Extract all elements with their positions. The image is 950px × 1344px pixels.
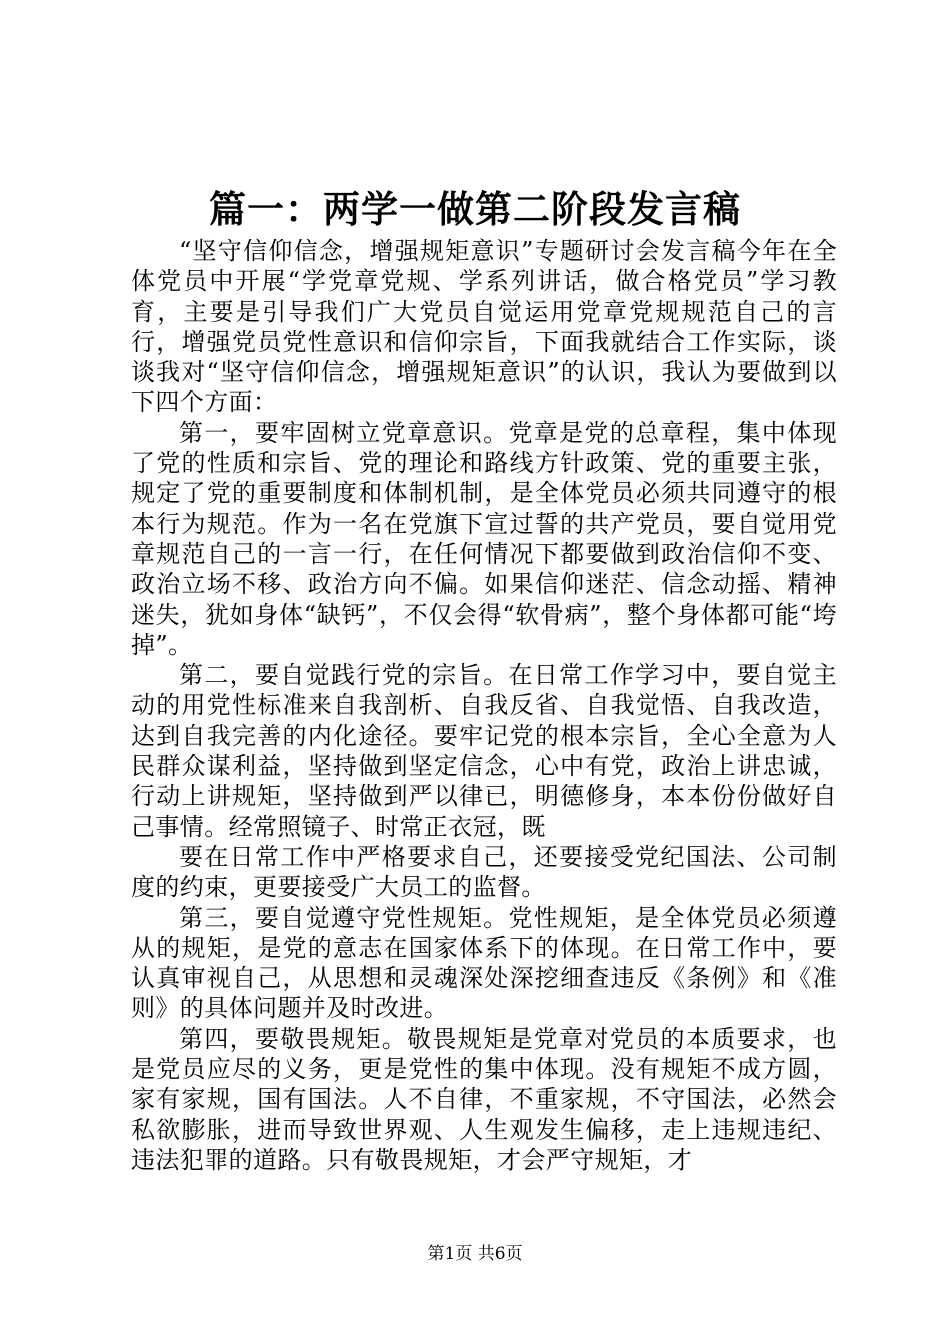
paragraph-fourth-point: 第四，要敬畏规矩。敬畏规矩是党章对党员的本质要求，也是党员应尽的义务，更是党性的集中体现。没有规矩不成方圆，家有家规，国有国法。人不自律，不重家规，不守国法，必然会私欲膨胀，进而导致世界观、人生观发生偏移，走上违规违纪、违法犯罪的道路。只有敬畏规矩，才会严守规矩，才 bbox=[131, 1024, 837, 1174]
paragraph-second-point: 第二，要自觉践行党的宗旨。在日常工作学习中，要自觉主动的用党性标准来自我剖析、自我反省、自我觉悟、自我改造，达到自我完善的内化途径。要牢记党的根本宗旨，全心全意为人民群众谋利益，坚持做到坚定信念，心中有党，政治上讲忠诚，行动上讲规矩，坚持做到严以律已，明德修身，本本份份做好自己事情。经常照镜子、时常正衣冠，既 bbox=[131, 661, 837, 841]
paragraph-intro: “坚守信仰信念，增强规矩意识”专题研讨会发言稿今年在全体党员中开展“学党章党规、学系列讲话，做合格党员”学习教育，主要是引导我们广大党员自觉运用党章党规规范自己的言行，增强党员党性意识和信仰宗旨，下面我就结合工作实际，谈谈我对“坚守信仰信念，增强规矩意识”的认识，我认为要做到以下四个方面： bbox=[131, 237, 837, 417]
document-body bbox=[131, 236, 837, 1175]
page-number-footer: 第1页 共6页 bbox=[427, 1244, 523, 1264]
paragraph-first-point: 第一，要牢固树立党章意识。党章是党的总章程，集中体现了党的性质和宗旨、党的理论和路线方针政策、党的重要主张，规定了党的重要制度和体制机制，是全体党员必须共同遵守的根本行为规范。作为一名在党旗下宣过誓的共产党员，要自觉用党章规范自己的一言一行，在任何情况下都要做到政治信仰不变、政治立场不移、政治方向不偏。如果信仰迷茫、信念动摇、精神迷失，犹如身体“缺钙”，不仅会得“软骨病”，整个身体都可能“垮掉”。 bbox=[131, 418, 837, 659]
document-title: 篇一：两学一做第二阶段发言稿 bbox=[209, 187, 741, 231]
paragraph-third-point: 第三，要自觉遵守党性规矩。党性规矩，是全体党员必须遵从的规矩，是党的意志在国家体系下的体现。在日常工作中，要认真审视自己，从思想和灵魂深处深挖细查违反《条例》和《准则》的具体问题并及时改进。 bbox=[131, 903, 837, 1023]
paragraph-second-point-continued: 要在日常工作中严格要求自己，还要接受党纪国法、公司制度的约束，更要接受广大员工的监督。 bbox=[131, 842, 837, 902]
